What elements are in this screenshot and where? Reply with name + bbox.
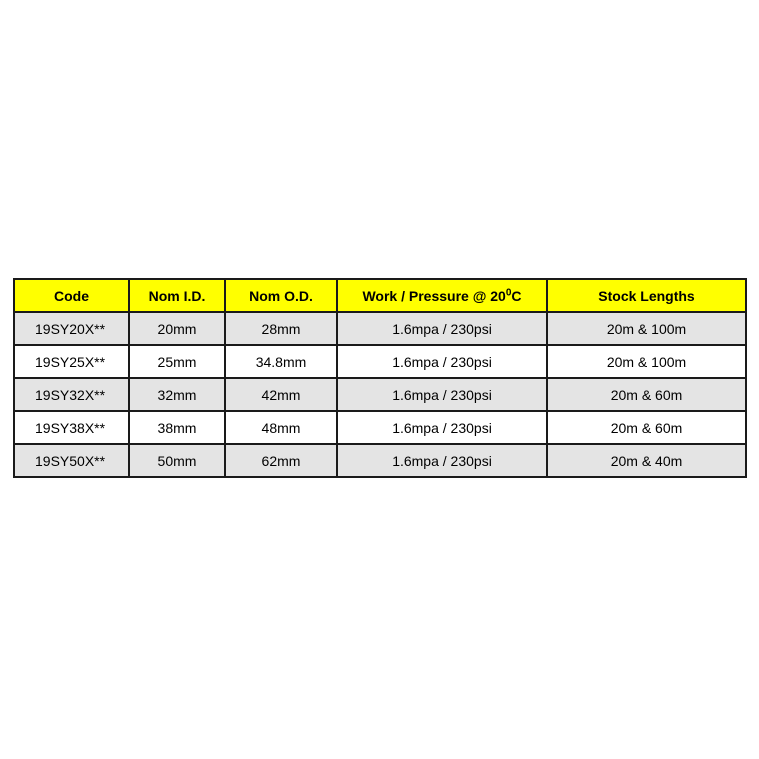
table-row: [14, 378, 746, 411]
cell-pressure: 1.6mpa / 230psi: [337, 411, 547, 444]
cell-stock-lengths: 20m & 40m: [547, 444, 746, 477]
header-work-pressure: [337, 279, 547, 312]
cell-pressure: 1.6mpa / 230psi: [337, 312, 547, 345]
cell-stock-lengths: 20m & 100m: [547, 345, 746, 378]
cell-nom-od: 34.8mm: [225, 345, 337, 378]
cell-pressure: 1.6mpa / 230psi: [337, 444, 547, 477]
cell-nom-od: 62mm: [225, 444, 337, 477]
table-row: [14, 312, 746, 345]
cell-nom-id: 20mm: [129, 312, 225, 345]
table-row: [14, 411, 746, 444]
hose-spec-table: [13, 278, 747, 478]
cell-nom-od: 42mm: [225, 378, 337, 411]
cell-stock-lengths: 20m & 100m: [547, 312, 746, 345]
table-row: [14, 444, 746, 477]
header-work-pressure-unit: C: [511, 287, 522, 304]
header-code: Code: [14, 279, 129, 312]
cell-pressure: 1.6mpa / 230psi: [337, 378, 547, 411]
cell-nom-id: 50mm: [129, 444, 225, 477]
header-stock-lengths: Stock Lengths: [547, 279, 746, 312]
cell-nom-id: 32mm: [129, 378, 225, 411]
cell-pressure: 1.6mpa / 230psi: [337, 345, 547, 378]
header-nom-od: Nom O.D.: [225, 279, 337, 312]
cell-nom-id: 25mm: [129, 345, 225, 378]
cell-code: 19SY25X**: [14, 345, 129, 378]
header-work-pressure-text: Work / Pressure @ 20: [362, 287, 506, 304]
cell-nom-od: 28mm: [225, 312, 337, 345]
cell-stock-lengths: 20m & 60m: [547, 378, 746, 411]
cell-nom-id: 38mm: [129, 411, 225, 444]
table-row: [14, 345, 746, 378]
header-nom-id: Nom I.D.: [129, 279, 225, 312]
cell-code: 19SY50X**: [14, 444, 129, 477]
cell-code: 19SY20X**: [14, 312, 129, 345]
cell-code: 19SY38X**: [14, 411, 129, 444]
cell-stock-lengths: 20m & 60m: [547, 411, 746, 444]
cell-nom-od: 48mm: [225, 411, 337, 444]
header-work-pressure-superscript: 0: [505, 286, 512, 298]
header-row: [14, 279, 746, 312]
cell-code: 19SY32X**: [14, 378, 129, 411]
